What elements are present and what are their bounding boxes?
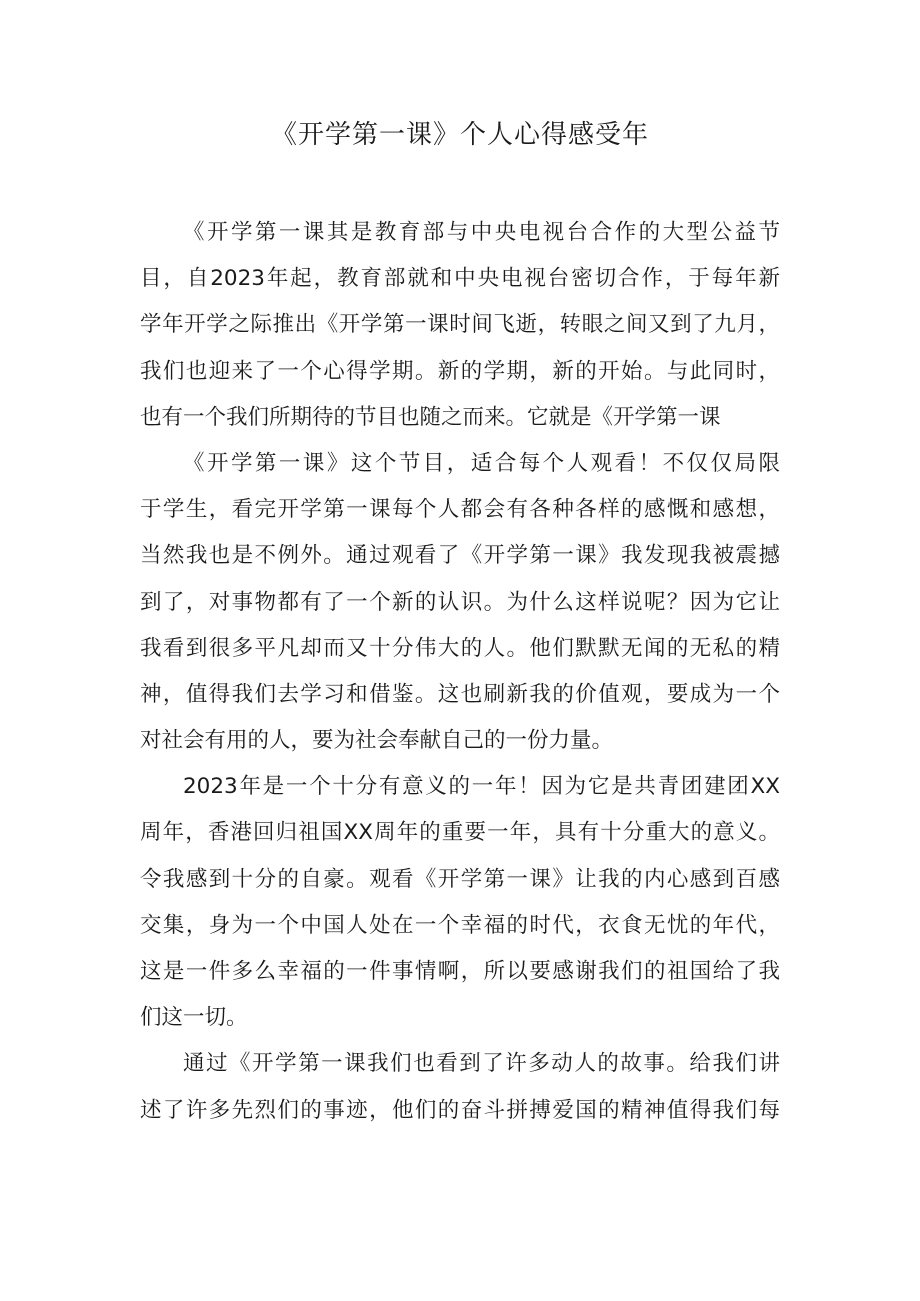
paragraph-1-line-2: 目，自2023年起，教育部就和中央电视台密切合作，于每年新: [140, 266, 780, 292]
paragraph-3-line-1: 2023年是一个十分有意义的一年！因为它是共青团建团XX: [183, 774, 780, 800]
paragraph-3-line-6: 们这一切。: [140, 1005, 248, 1031]
paragraph-2-line-1: 《开学第一课》这个节目，适合每个人观看！不仅仅局限: [183, 450, 780, 476]
paragraph-2-line-4: 到了，对事物都有了一个新的认识。为什么这样说呢？因为它让: [140, 589, 780, 615]
document-body: [140, 210, 780, 1134]
paragraph-3-line-4: 交集，身为一个中国人处在一个幸福的时代，衣食无忧的年代，: [140, 912, 780, 938]
paragraph-2-line-2: 于学生，看完开学第一课每个人都会有各种各样的感慨和感想，: [140, 497, 780, 523]
paragraph-2-line-6: 神，值得我们去学习和借鉴。这也刷新我的价值观，要成为一个: [140, 681, 780, 707]
paragraph-2-line-3: 当然我也是不例外。通过观看了《开学第一课》我发现我被震撼: [140, 543, 780, 569]
paragraph-1-line-1: 《开学第一课其是教育部与中央电视台合作的大型公益节: [183, 220, 780, 245]
paragraph-1-line-3: 学年开学之际推出《开学第一课时间飞逝，转眼之间又到了九月，: [140, 312, 780, 338]
paragraph-2-line-7: 对社会有用的人，要为社会奉献自己的一份力量。: [140, 728, 614, 754]
paragraph-3-line-5: 这是一件多么幸福的一件事情啊，所以要感谢我们的祖国给了我: [140, 959, 780, 984]
paragraph-1-line-4: 我们也迎来了一个心得学期。新的学期，新的开始。与此同时，: [140, 358, 780, 384]
paragraph-2-line-5: 我看到很多平凡却而又十分伟大的人。他们默默无闻的无私的精: [140, 635, 780, 661]
document-title: 《开学第一课》个人心得感受年: [270, 120, 649, 150]
paragraph-4-line-2: 述了许多先烈们的事迹，他们的奋斗拼搏爱国的精神值得我们每: [140, 1097, 780, 1123]
paragraph-3-line-2: 周年，香港回归祖国XX周年的重要一年，具有十分重大的意义。: [140, 820, 780, 846]
paragraph-4-line-1: 通过《开学第一课我们也看到了许多动人的故事。给我们讲: [183, 1051, 780, 1077]
paragraph-1-line-5: 也有一个我们所期待的节目也随之而来。它就是《开学第一课: [140, 404, 721, 430]
paragraph-3-line-3: 令我感到十分的自豪。观看《开学第一课》让我的内心感到百感: [140, 866, 780, 892]
